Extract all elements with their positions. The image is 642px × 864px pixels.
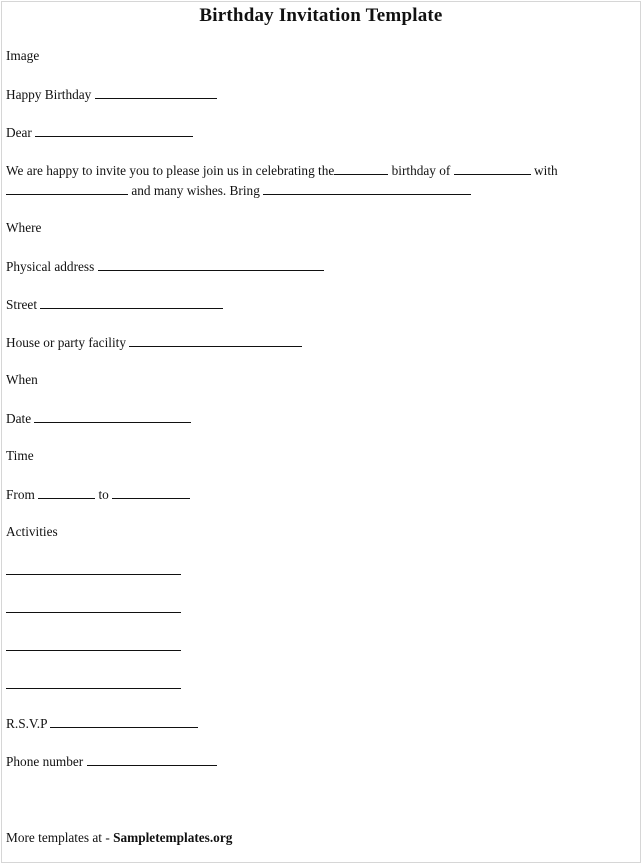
activity-blank-4[interactable] [6, 676, 181, 689]
house-party-label: House or party facility [6, 335, 127, 350]
rsvp-label: R.S.V.P [6, 716, 48, 731]
where-label: Where [6, 220, 42, 235]
invite-text-2: birthday of [391, 163, 451, 178]
activity-line-1 [6, 562, 181, 579]
physical-address-line [6, 258, 324, 275]
happy-birthday-blank[interactable] [95, 86, 217, 99]
footer-prefix: More templates at - [6, 830, 110, 845]
phone-number-label: Phone number [6, 754, 84, 769]
phone-number-line [6, 753, 217, 770]
street-label: Street [6, 297, 38, 312]
happy-birthday-line [6, 86, 217, 103]
phone-number-blank[interactable] [87, 753, 217, 766]
invite-text-3: with [534, 163, 558, 178]
dear-label: Dear [6, 125, 32, 140]
activity-line-3 [6, 638, 181, 655]
time-range-line [6, 486, 190, 503]
footer [6, 830, 232, 846]
activity-line-4 [6, 676, 181, 693]
image-label: Image [6, 48, 40, 63]
rsvp-line [6, 715, 198, 732]
from-label: From [6, 487, 35, 502]
street-line [6, 296, 223, 313]
wishes-blank[interactable] [6, 182, 128, 195]
bring-blank[interactable] [263, 182, 471, 195]
date-label: Date [6, 411, 32, 426]
to-label: to [98, 487, 109, 502]
activity-line-2 [6, 600, 181, 617]
activities-label: Activities [6, 524, 58, 539]
physical-address-blank[interactable] [98, 258, 324, 271]
date-line [6, 410, 191, 427]
date-blank[interactable] [34, 410, 191, 423]
house-party-blank[interactable] [129, 334, 302, 347]
page-title: Birthday Invitation Template [199, 5, 443, 26]
to-blank[interactable] [112, 486, 190, 499]
ordinal-blank[interactable] [334, 162, 388, 175]
footer-site-link[interactable]: Sampletemplates.org [113, 830, 233, 845]
happy-birthday-label: Happy Birthday [6, 87, 92, 102]
invite-text-1: We are happy to invite you to please join us in celebrating the [6, 163, 335, 178]
when-label: When [6, 372, 38, 387]
invite-text-4: and many wishes. Bring [131, 183, 260, 198]
activity-blank-2[interactable] [6, 600, 181, 613]
rsvp-blank[interactable] [50, 715, 198, 728]
invite-line-2 [6, 182, 471, 199]
street-blank[interactable] [40, 296, 223, 309]
house-party-line [6, 334, 302, 351]
activity-blank-3[interactable] [6, 638, 181, 651]
time-label: Time [6, 448, 34, 463]
invite-line-1 [6, 162, 558, 179]
physical-address-label: Physical address [6, 259, 95, 274]
dear-blank[interactable] [35, 124, 193, 137]
birthday-person-blank[interactable] [454, 162, 531, 175]
from-blank[interactable] [38, 486, 95, 499]
activity-blank-1[interactable] [6, 562, 181, 575]
dear-line [6, 124, 193, 141]
